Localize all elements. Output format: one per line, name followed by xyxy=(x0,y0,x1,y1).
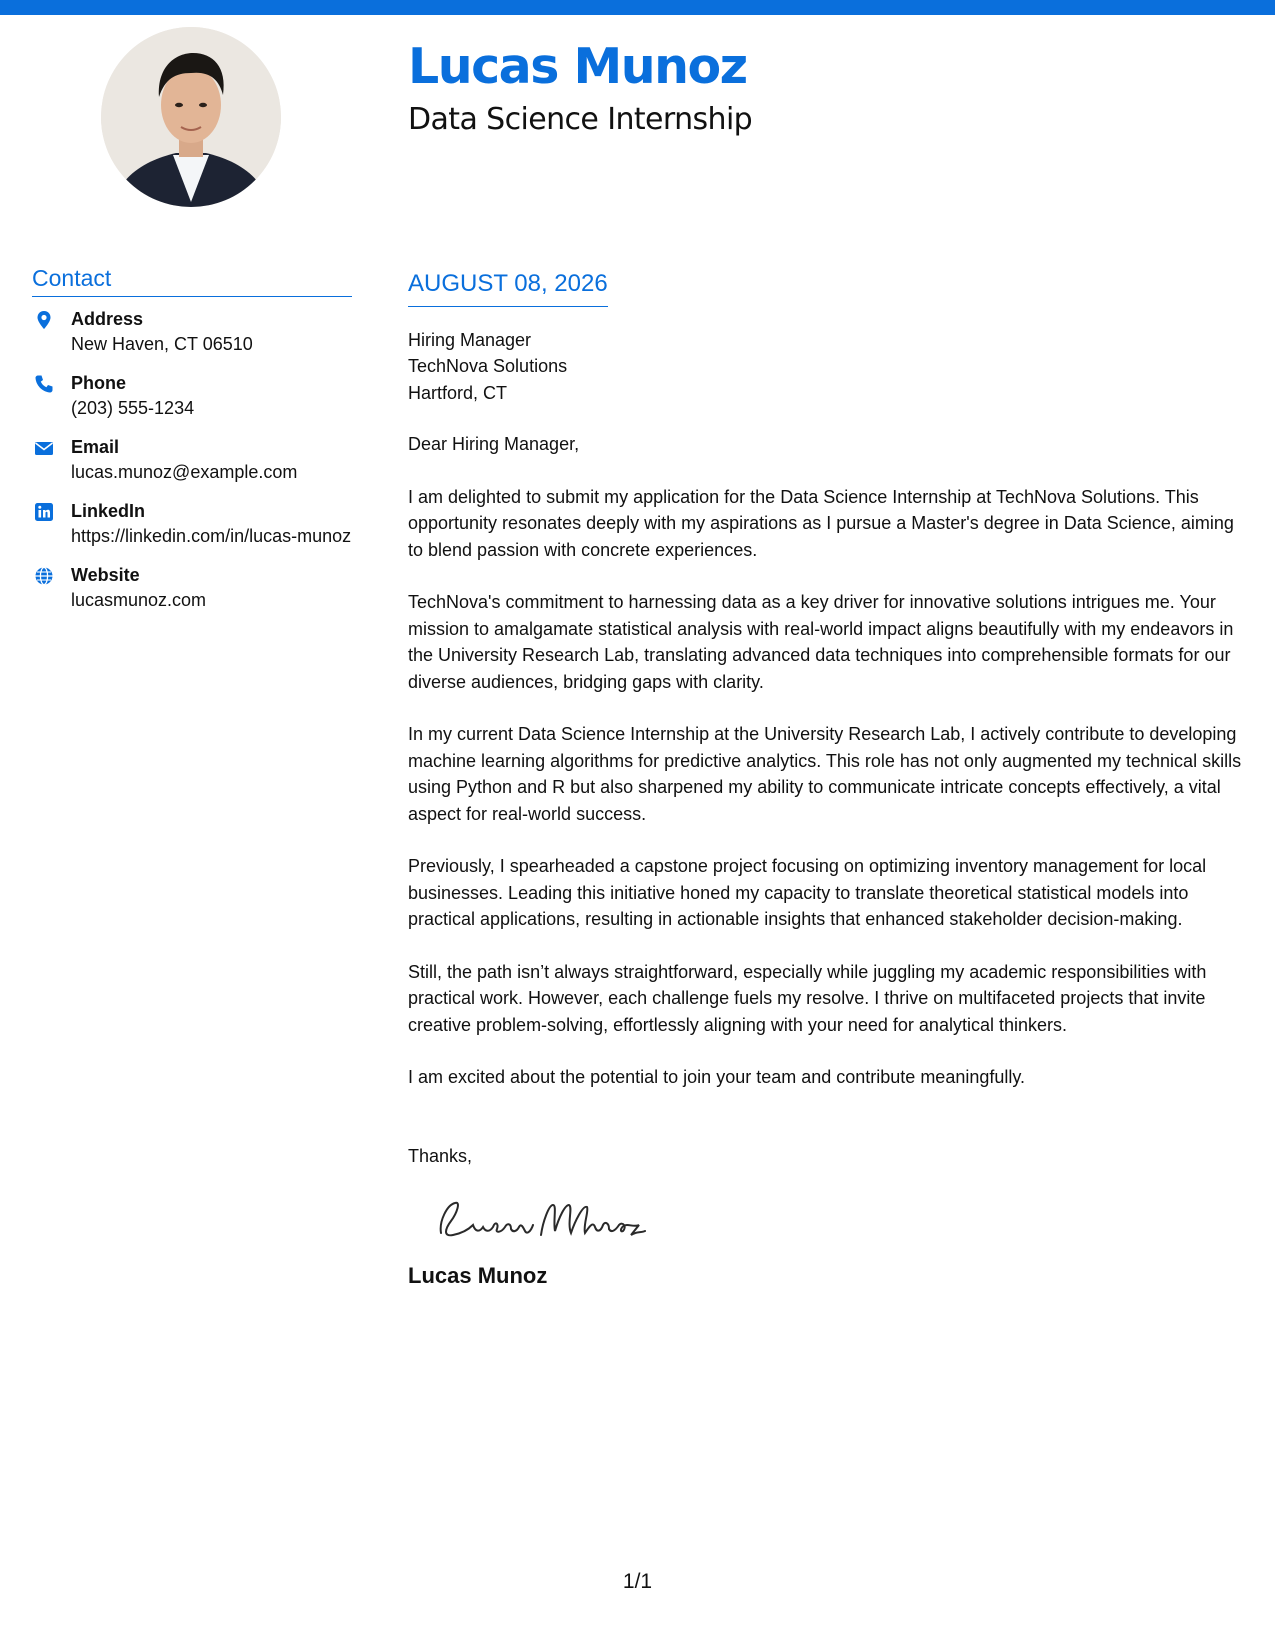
contact-label: Email xyxy=(71,436,120,457)
contact-item-address xyxy=(32,307,352,357)
letter-paragraph: Still, the path isn’t always straightforward, especially while juggling my academic responsibilities with practical work. However, each challenge fuels my resolve. I thrive on multifaceted projects that invite creative problem-solving, effortlessly aligning with your need for analytical thinkers. xyxy=(408,961,1207,1035)
phone-icon xyxy=(34,374,54,394)
contact-value: (203) 555-1234 xyxy=(71,397,195,418)
contact-sidebar xyxy=(32,265,352,627)
recipient-location: Hartford, CT xyxy=(408,382,508,403)
letter-date: AUGUST 08, 2026 xyxy=(408,270,608,307)
contact-item-phone xyxy=(32,371,352,421)
contact-item-email xyxy=(32,435,352,485)
letter-body xyxy=(408,270,1253,1290)
applicant-name: Lucas Munoz xyxy=(408,38,747,95)
top-accent-bar xyxy=(0,0,1275,15)
letter-paragraph: In my current Data Science Internship at the University Research Lab, I actively contribute to developing machine learning algorithms for predictive analytics. This role has not only augmented my technical skills using Python and R but also sharpened my ability to communicate intricate concepts effectively, a vital aspect for real-world success. xyxy=(408,724,1242,824)
closing: Thanks, xyxy=(408,1145,473,1166)
recipient-title: Hiring Manager xyxy=(408,329,532,350)
envelope-icon xyxy=(34,438,54,458)
contact-heading: Contact xyxy=(32,265,352,297)
contact-item-linkedin xyxy=(32,499,352,549)
contact-label: LinkedIn xyxy=(71,500,146,521)
contact-label: Phone xyxy=(71,372,127,393)
letter-paragraph: I am excited about the potential to join your team and contribute meaningfully. xyxy=(408,1067,1026,1088)
position-title: Data Science Internship xyxy=(408,102,753,137)
contact-label: Address xyxy=(71,308,144,329)
contact-item-website xyxy=(32,563,352,613)
contact-value: New Haven, CT 06510 xyxy=(71,333,253,354)
signed-name: Lucas Munoz xyxy=(408,1263,548,1289)
globe-icon xyxy=(34,566,54,586)
letter-paragraph: I am delighted to submit my application for the Data Science Internship at TechNova Solutions. This opportunity resonates deeply with my aspirations as I pursue a Master's degree in Data Science, aiming to blend passion with concrete experiences. xyxy=(408,486,1234,560)
handwritten-signature xyxy=(433,1191,653,1251)
greeting: Dear Hiring Manager, xyxy=(408,434,580,455)
letter-paragraph: Previously, I spearheaded a capstone project focusing on optimizing inventory management for local businesses. Leading this initiative honed my capacity to translate theoretical statistical models into practical applications, resulting in actionable insights that enhanced stakeholder decision-making. xyxy=(408,856,1207,930)
contact-label: Website xyxy=(71,564,140,585)
contact-value[interactable]: lucas.munoz@example.com xyxy=(71,461,298,482)
linkedin-icon xyxy=(34,502,54,522)
contact-value[interactable]: lucasmunoz.com xyxy=(71,589,207,610)
profile-photo xyxy=(101,27,281,207)
recipient-company: TechNova Solutions xyxy=(408,356,568,377)
page-number: 1/1 xyxy=(622,1570,653,1593)
letter-paragraph: TechNova's commitment to harnessing data as a key driver for innovative solutions intrigues me. Your mission to amalgamate statistical analysis with real-world impact aligns beautifully with my endeavors in the University Research Lab, translating advanced data techniques into comprehensible formats for our diverse audiences, bridging gaps with clarity. xyxy=(408,592,1234,692)
contact-value[interactable]: https://linkedin.com/in/lucas-munoz xyxy=(71,525,352,546)
recipient-block xyxy=(408,327,1253,407)
map-pin-icon xyxy=(34,310,54,330)
